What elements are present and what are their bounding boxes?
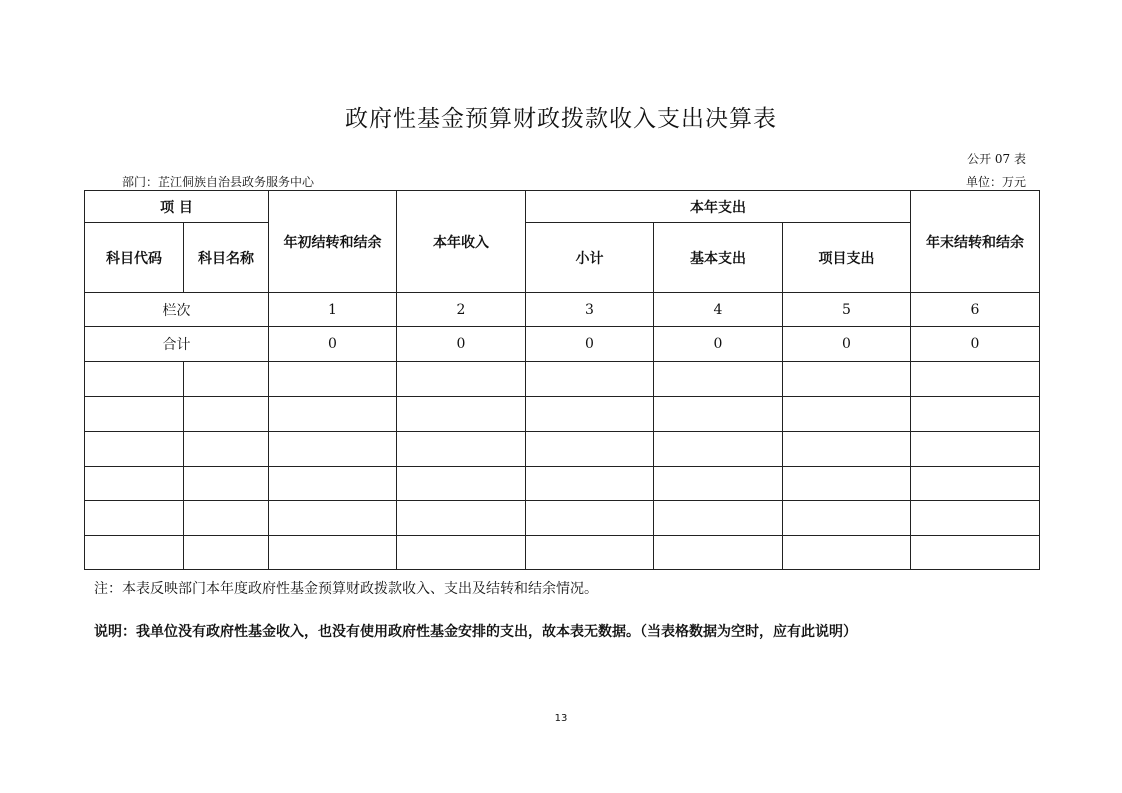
table-cell-empty xyxy=(911,536,1040,570)
table-cell: 2 xyxy=(397,293,526,327)
table-row-empty xyxy=(85,501,1040,536)
table-cell: 5 xyxy=(783,293,911,327)
department-label: 部门：芷江侗族自治县政务服务中心 xyxy=(122,175,315,189)
page-title: 政府性基金预算财政拨款收入支出决算表 xyxy=(345,106,777,132)
table-cell: 0 xyxy=(526,327,654,362)
table-cell-empty xyxy=(526,432,654,467)
table-cell-empty xyxy=(397,501,526,536)
table-cell: 3 xyxy=(526,293,654,327)
table-cell-empty xyxy=(269,397,397,432)
table-cell-empty xyxy=(269,432,397,467)
header-current-income: 本年收入 xyxy=(397,191,526,293)
table-cell: 0 xyxy=(783,327,911,362)
table-cell-empty xyxy=(911,501,1040,536)
table-cell-empty xyxy=(783,362,911,397)
table-cell: 6 xyxy=(911,293,1040,327)
unit-label: 单位：万元 xyxy=(965,175,1026,189)
table-cell-empty xyxy=(654,501,783,536)
header-item: 项 目 xyxy=(85,191,269,223)
table-note: 注：本表反映部门本年度政府性基金预算财政拨款收入、支出及结转和结余情况。 xyxy=(94,581,598,597)
table-cell: 4 xyxy=(654,293,783,327)
table-cell-empty xyxy=(269,467,397,501)
table-cell: 1 xyxy=(269,293,397,327)
table-cell-empty xyxy=(526,536,654,570)
table-row-column-number xyxy=(85,293,1040,327)
table-cell-empty xyxy=(397,362,526,397)
table-cell-empty xyxy=(397,397,526,432)
row-label-column-number: 栏次 xyxy=(85,293,269,327)
table-cell-empty xyxy=(783,536,911,570)
table-cell: 0 xyxy=(911,327,1040,362)
row-label-total: 合计 xyxy=(85,327,269,362)
table-cell-empty xyxy=(526,467,654,501)
header-end-balance: 年末结转和结余 xyxy=(911,191,1040,293)
table-cell-empty xyxy=(783,501,911,536)
table-row-empty xyxy=(85,536,1040,570)
header-subtotal: 小计 xyxy=(526,223,654,293)
table-cell: 0 xyxy=(654,327,783,362)
form-number: 公开 07 表 xyxy=(967,152,1026,166)
table-cell-empty xyxy=(911,362,1040,397)
table-row-empty xyxy=(85,397,1040,432)
table-cell: 0 xyxy=(397,327,526,362)
table-cell-empty xyxy=(269,501,397,536)
header-subject-name: 科目名称 xyxy=(184,223,269,293)
table-row-empty xyxy=(85,467,1040,501)
table-cell-empty xyxy=(783,397,911,432)
table-cell-empty xyxy=(654,467,783,501)
table-cell: 0 xyxy=(269,327,397,362)
table-cell-empty xyxy=(184,536,269,570)
table-cell-empty xyxy=(85,501,184,536)
table-cell-empty xyxy=(184,467,269,501)
table-cell-empty xyxy=(397,467,526,501)
table-cell-empty xyxy=(397,536,526,570)
page-number: 13 xyxy=(554,713,568,724)
table-cell-empty xyxy=(85,362,184,397)
table-cell-empty xyxy=(85,397,184,432)
table-row-empty xyxy=(85,432,1040,467)
table-cell-empty xyxy=(783,432,911,467)
budget-table xyxy=(84,190,1040,570)
header-begin-balance: 年初结转和结余 xyxy=(269,191,397,293)
header-project-expense: 项目支出 xyxy=(783,223,911,293)
table-cell-empty xyxy=(397,432,526,467)
explanation-note: 说明：我单位没有政府性基金收入，也没有使用政府性基金安排的支出，故本表无数据。（当表格数据为空时，应有此说明） xyxy=(94,624,857,640)
header-current-expense: 本年支出 xyxy=(526,191,911,223)
table-cell-empty xyxy=(911,432,1040,467)
table-cell-empty xyxy=(85,432,184,467)
table-cell-empty xyxy=(184,432,269,467)
table-cell-empty xyxy=(526,501,654,536)
table-cell-empty xyxy=(654,432,783,467)
table-cell-empty xyxy=(911,397,1040,432)
table-cell-empty xyxy=(526,362,654,397)
table-cell-empty xyxy=(269,362,397,397)
table-cell-empty xyxy=(783,467,911,501)
header-subject-code: 科目代码 xyxy=(85,223,184,293)
header-basic-expense: 基本支出 xyxy=(654,223,783,293)
table-cell-empty xyxy=(654,362,783,397)
table-cell-empty xyxy=(85,467,184,501)
table-cell-empty xyxy=(184,397,269,432)
table-cell-empty xyxy=(526,397,654,432)
table-cell-empty xyxy=(184,362,269,397)
table-cell-empty xyxy=(654,397,783,432)
table-cell-empty xyxy=(184,501,269,536)
table-cell-empty xyxy=(269,536,397,570)
table-cell-empty xyxy=(911,467,1040,501)
table-cell-empty xyxy=(654,536,783,570)
table-row-empty xyxy=(85,362,1040,397)
table-cell-empty xyxy=(85,536,184,570)
table-row-total xyxy=(85,327,1040,362)
